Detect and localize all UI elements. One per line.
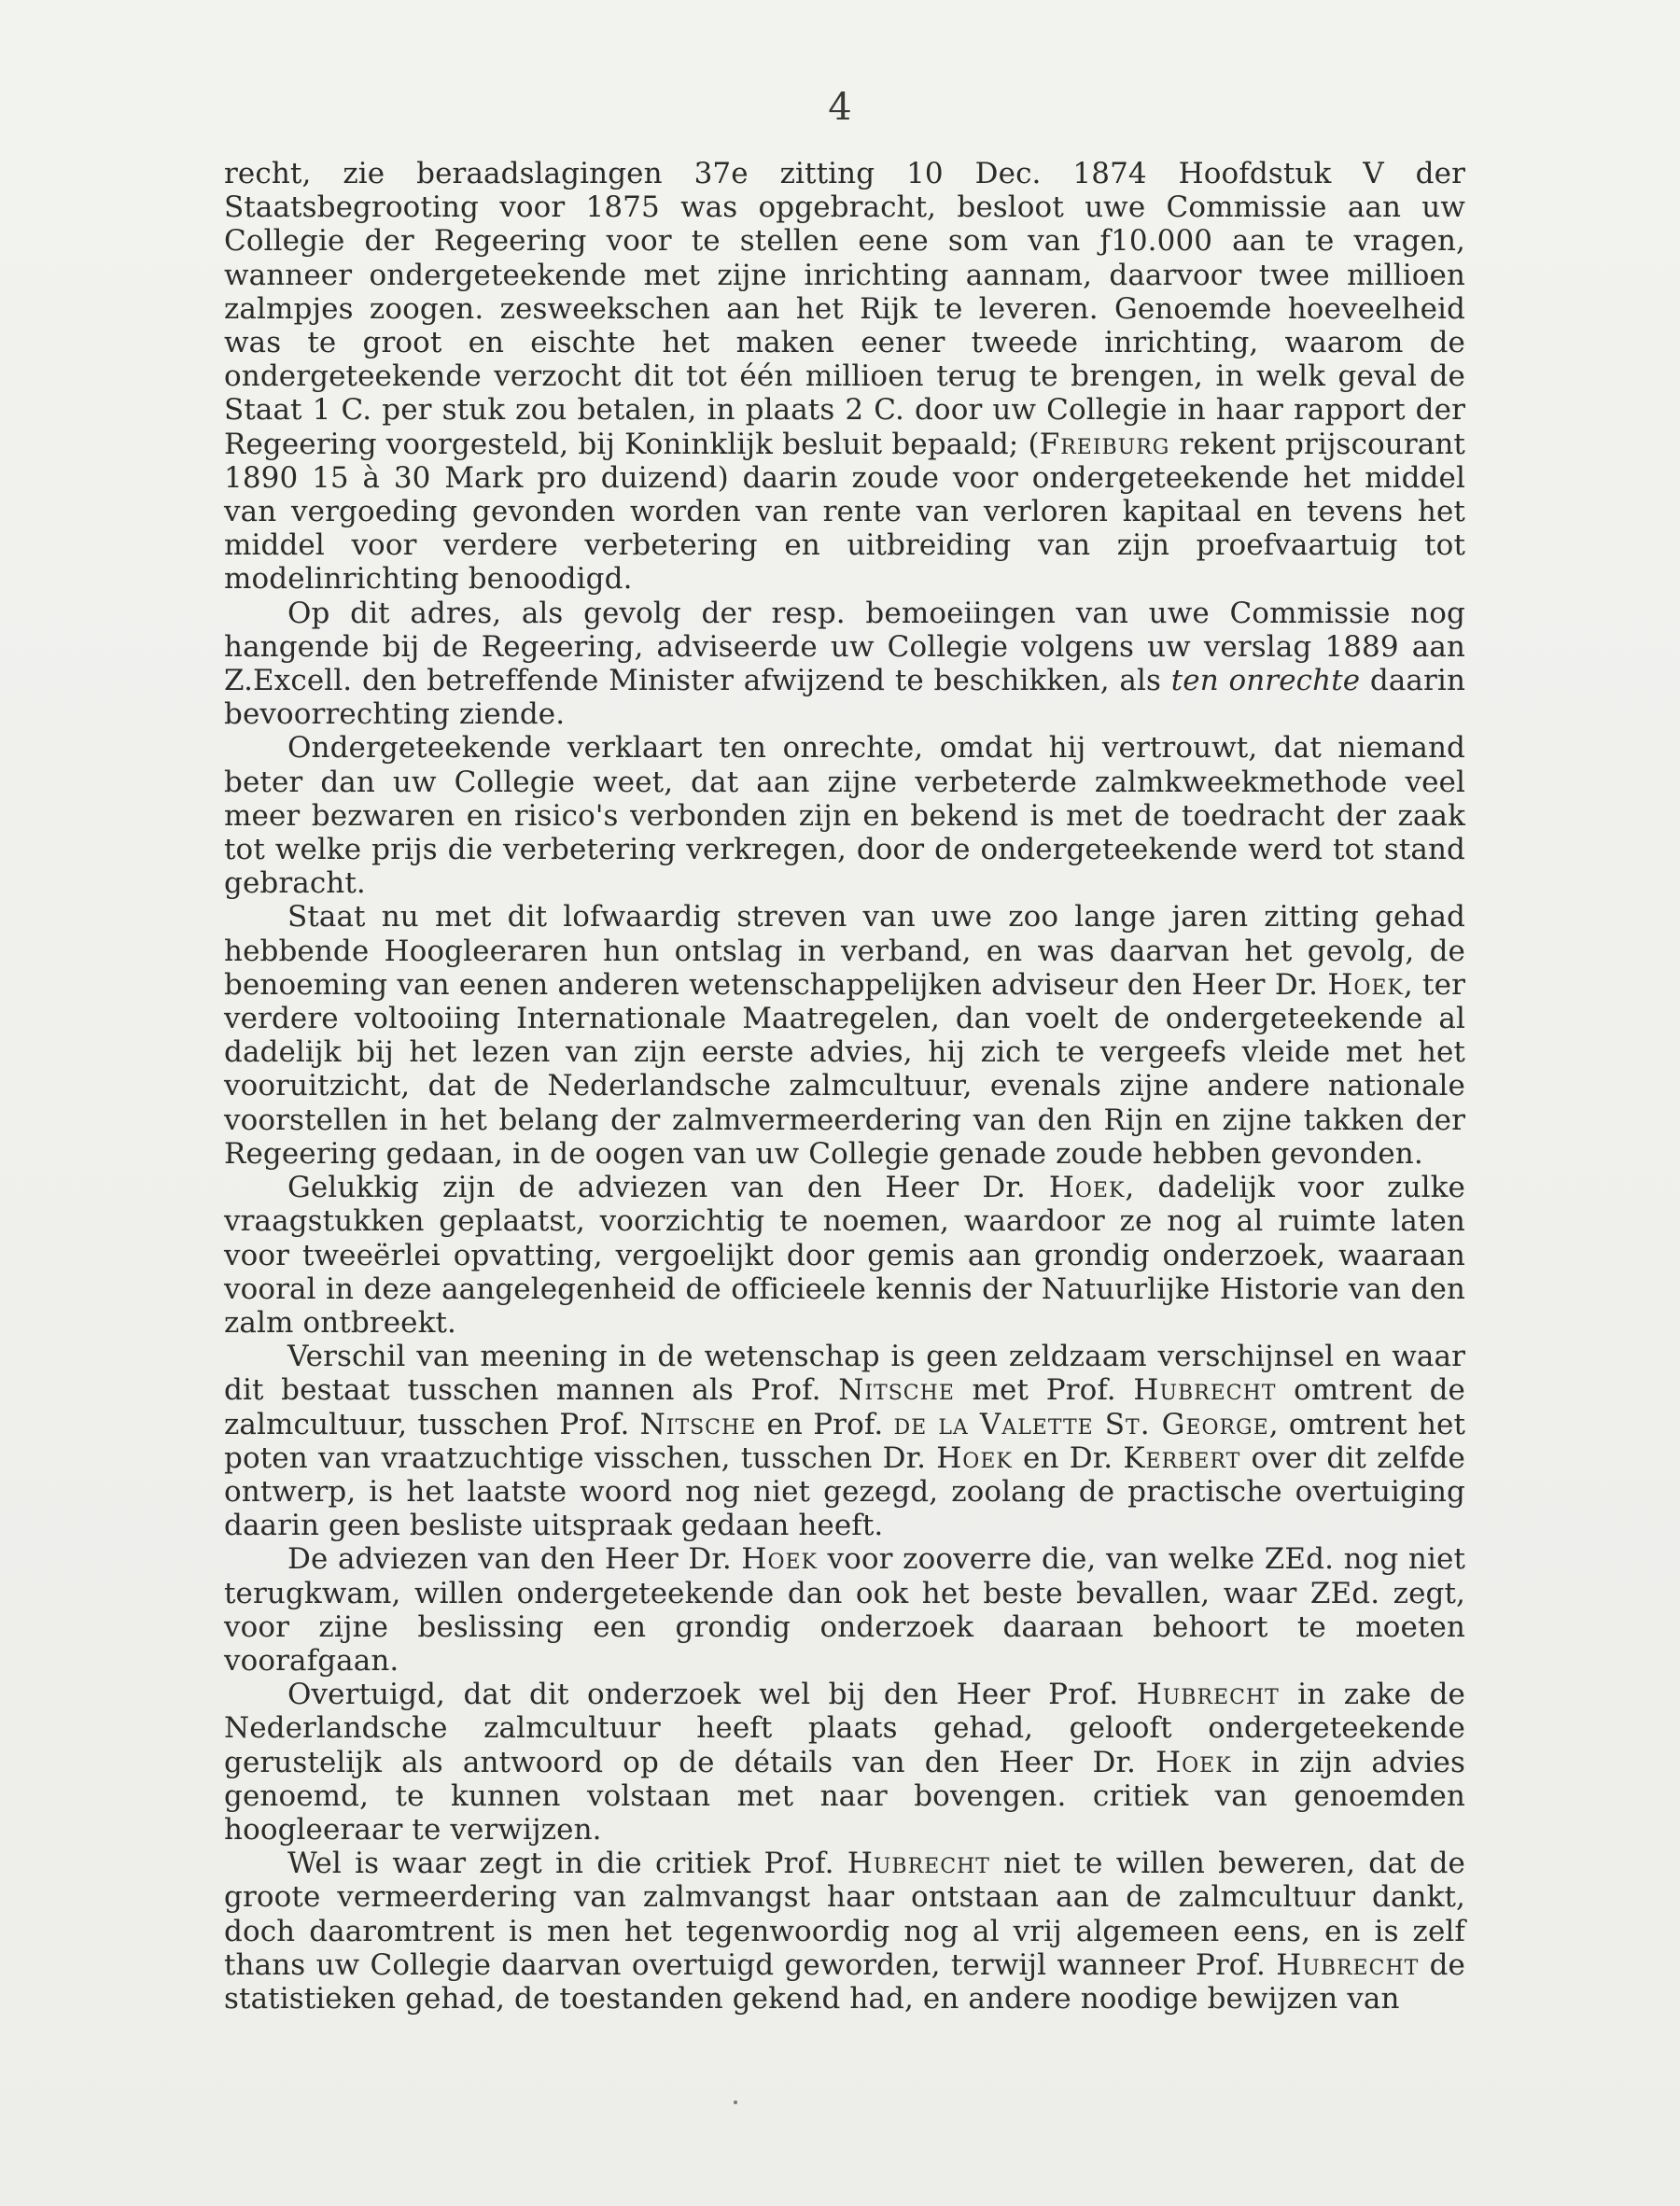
paragraph [224, 731, 1465, 900]
text-run: Ondergeteekende verklaart ten onrechte, omdat hij vertrouwt, dat niemand beter dan uw Collegie weet, dat aan zijne verbeterde zalmkweekmethode veel meer bezwaren en risico's verbonden zijn en bekend is met de toedracht der zaak tot welke prijs die verbetering verkregen, door de ondergeteekende werd tot stand gebracht. [224, 731, 1465, 901]
text-run: rekent prijscourant 1890 15 à 30 Mark pro duizend) daarin zoude voor ondergeteekende het middel van vergoeding gevonden worden van rente van verloren kapitaal en tevens het middel voor verdere verbetering en uitbreiding van zijn proefvaartuig tot modelinrichting benoodigd. [224, 427, 1465, 597]
body-text [224, 157, 1465, 2016]
text-run: Op dit adres, als gevolg der resp. bemoeiingen van uwe Commissie nog hangende bij de Regeering, adviseerde uw Collegie volgens uw verslag 1889 aan Z.Excell. den betreffende Minister afwijzend te beschikken, als [224, 596, 1465, 698]
text-run: in zake de Nederlandsche zalmcultuur heeft plaats gehad, gelooft ondergeteekende gerustelijk als antwoord op de détails van den Heer Dr. [224, 1678, 1465, 1779]
paragraph [224, 900, 1465, 1171]
page-number: 4 [828, 86, 852, 129]
text-run: Overtuigd, dat dit onderzoek wel bij den Heer Prof. [287, 1678, 1137, 1712]
text-run: Wel is waar zegt in die critiek Prof. [287, 1847, 847, 1881]
name-smallcaps: Kerbert [1123, 1440, 1241, 1475]
text-run: in zijn advies genoemd, te kunnen volstaan met naar bovengen. critiek van genoemden hoogleeraar te verwijzen. [224, 1745, 1465, 1847]
name-smallcaps: Hubrecht [1133, 1373, 1277, 1408]
text-run: recht, zie beraadslagingen 37e zitting 10 Dec. 1874 Hoofdstuk V der Staatsbegrooting voor 1875 was opgebracht, besloot uwe Commissie aan uw Collegie der Regeering voor te stellen eene som van ƒ10.000 aan te vragen, wanneer ondergeteekende met zijne inrichting aannam, daarvoor twee millioen zalmpjes zoogen. zesweekschen aan het Rijk te leveren. Genoemde hoeveelheid was te groot en eischte het maken eener tweede inrichting, waarom de ondergeteekende verzocht dit tot één millioen terug te brengen, in welk geval de Staat 1 C. per stuk zou betalen, in plaats 2 C. door uw Collegie in haar rapport der Regeering voorgesteld, bij Koninklijk besluit bepaald; ( [224, 157, 1465, 461]
text-run: Verschil van meening in de wetenschap is geen zeldzaam verschijnsel en waar dit bestaat tusschen mannen als Prof. [224, 1340, 1465, 1408]
name-smallcaps: de la Valette St. George [893, 1407, 1269, 1441]
text-run: daarin bevoorrechting ziende. [224, 664, 1466, 732]
text-run: de statistieken gehad, de toestanden gekend had, en andere noodige bewijzen van [224, 1947, 1465, 2016]
name-smallcaps: Hubrecht [1136, 1678, 1280, 1712]
text-run: over dit zelfde ontwerp, is het laatste woord nog niet gezegd, zoolang de practische overtuiging daarin geen besliste uitspraak gedaan heeft. [224, 1440, 1465, 1543]
paragraph [224, 1171, 1465, 1340]
text-run: niet te willen beweren, dat de groote vermeerdering van zalmvangst haar ontstaan aan de zalmcultuur dankt, doch daaromtrent is men het tegenwoordig nog al vrij algemeen eens, en is zelf thans uw Collegie daarvan overtuigd geworden, terwijl wanneer Prof. [224, 1847, 1465, 1982]
text-run: Staat nu met dit lofwaardig streven van uwe zoo lange jaren zitting gehad hebbende Hoogleeraren hun ontslag in verband, en was daarvan het gevolg, de benoeming van eenen anderen wetenschappelijken adviseur den Heer Dr. [224, 900, 1465, 1002]
name-smallcaps: Hoek [1155, 1745, 1232, 1779]
paragraph [224, 1678, 1465, 1847]
text-run: , dadelijk voor zulke vraagstukken geplaatst, voorzichtig te noemen, waardoor ze nog al ruimte laten voor tweeërlei opvatting, vergoelijkt door gemis aan grondig onderzoek, waaraan vooral in deze aangelegenheid de officieele kennis der Natuurlijke Historie van den zalm ontbreekt. [224, 1171, 1465, 1340]
name-smallcaps: Hubrecht [847, 1847, 990, 1881]
name-smallcaps: Hoek [1048, 1171, 1126, 1205]
paragraph [224, 1847, 1465, 2016]
paragraph [224, 157, 1465, 597]
name-smallcaps: Hoek [936, 1440, 1013, 1475]
text-run: , ter verdere voltooiing Internationale Maatregelen, dan voelt de ondergeteekende al dadelijk bij het lezen van zijn eerste advies, hij zich te vergeefs vleide met het vooruitzicht, dat de Nederlandsche zalmcultuur, evenals zijne andere nationale voorstellen in het belang der zalmvermeerdering van den Rijn en zijne takken der Regeering gedaan, in de oogen van uw Collegie genade zoude hebben gevonden. [224, 967, 1465, 1171]
name-smallcaps: Hoek [1327, 967, 1404, 1002]
paragraph [224, 597, 1465, 732]
paragraph [224, 1542, 1465, 1678]
text-run: , omtrent het poten van vraatzuchtige visschen, tusschen Dr. [224, 1407, 1466, 1475]
emphasis-italic: ten onrechte [1170, 664, 1361, 698]
name-smallcaps: Freiburg [1039, 427, 1170, 461]
name-smallcaps: Nitsche [639, 1407, 757, 1441]
text-run: en Dr. [1012, 1440, 1124, 1475]
paragraph [224, 1340, 1465, 1542]
text-run: De adviezen van den Heer Dr. [287, 1542, 742, 1577]
name-smallcaps: Hoek [741, 1542, 818, 1577]
name-smallcaps: Nitsche [838, 1373, 955, 1408]
text-run: met Prof. [954, 1373, 1134, 1408]
name-smallcaps: Hubrecht [1276, 1947, 1420, 1982]
text-run: voor zooverre die, van welke ZEd. nog niet terugkwam, willen ondergeteekende dan ook het beste bevallen, waar ZEd. zegt, voor zijne beslissing een grondig onderzoek daaraan behoort te moeten voorafgaan. [224, 1542, 1466, 1678]
text-run: Gelukkig zijn de adviezen van den Heer Dr. [287, 1171, 1049, 1205]
text-run: omtrent de zalmcultuur, tusschen Prof. [224, 1373, 1465, 1441]
text-run: en Prof. [756, 1407, 894, 1441]
paper-speck [734, 2101, 737, 2104]
